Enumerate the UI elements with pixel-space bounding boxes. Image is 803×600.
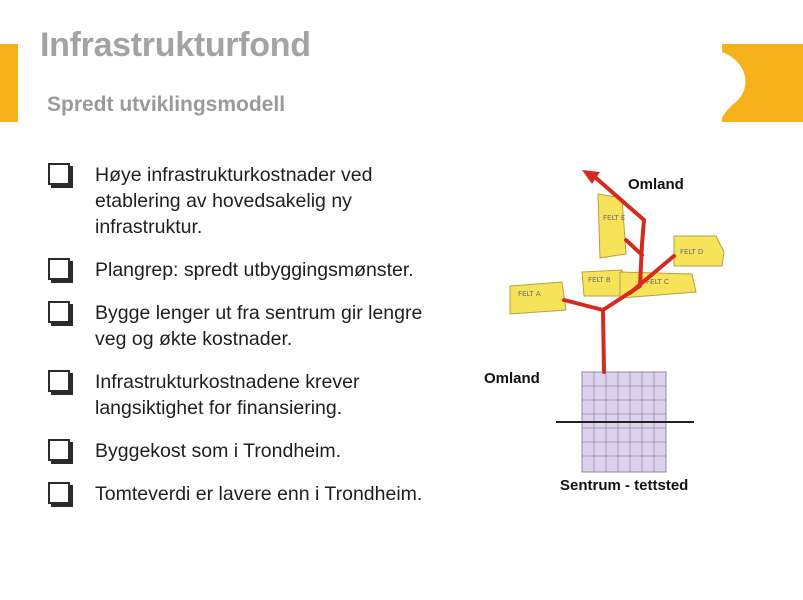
field-e-label: FELT E [603, 214, 626, 222]
label-omland-top: Omland [628, 176, 684, 193]
bullet-item [44, 300, 424, 352]
field-b-label: FELT B [588, 276, 611, 284]
logo-icon [722, 44, 803, 122]
bullet-text: Infrastrukturkostnadene krever langsiktighet for finansiering. [95, 371, 360, 419]
checkbox-bullet-icon [48, 301, 70, 323]
field-d [674, 236, 724, 266]
bullet-item [44, 438, 424, 464]
bullet-list [44, 162, 424, 524]
checkbox-bullet-icon [48, 370, 70, 392]
bullet-item [44, 369, 424, 421]
field-e [598, 194, 626, 258]
field-a-label: FELT A [518, 290, 541, 298]
bullet-item [44, 257, 424, 283]
bullet-item [44, 162, 424, 240]
label-centre: Sentrum - tettsted [560, 477, 689, 494]
bullet-item [44, 481, 424, 507]
development-diagram [470, 160, 730, 510]
field-d-label: FELT D [680, 248, 704, 256]
bullet-text: Tomteverdi er lavere enn i Trondheim. [95, 483, 423, 505]
left-accent-bar [0, 44, 18, 122]
label-omland-mid: Omland [484, 370, 540, 387]
bullet-text: Byggekost som i Trondheim. [95, 440, 342, 462]
field-c-label: FELT C [646, 278, 669, 286]
checkbox-bullet-icon [48, 258, 70, 280]
checkbox-bullet-icon [48, 439, 70, 461]
bullet-text: Plangrep: spredt utbyggingsmønster. [95, 259, 414, 281]
field-b [582, 270, 626, 296]
field-a [510, 282, 566, 314]
checkbox-bullet-icon [48, 482, 70, 504]
page-title: Infrastrukturfond [40, 26, 311, 64]
checkbox-bullet-icon [48, 163, 70, 185]
bullet-text: Høye infrastrukturkostnader ved etablering av hovedsakelig ny infrastruktur. [95, 164, 373, 238]
bullet-text: Bygge lenger ut fra sentrum gir lengre veg og økte kostnader. [95, 302, 423, 350]
page-subtitle: Spredt utviklingsmodell [47, 93, 286, 116]
